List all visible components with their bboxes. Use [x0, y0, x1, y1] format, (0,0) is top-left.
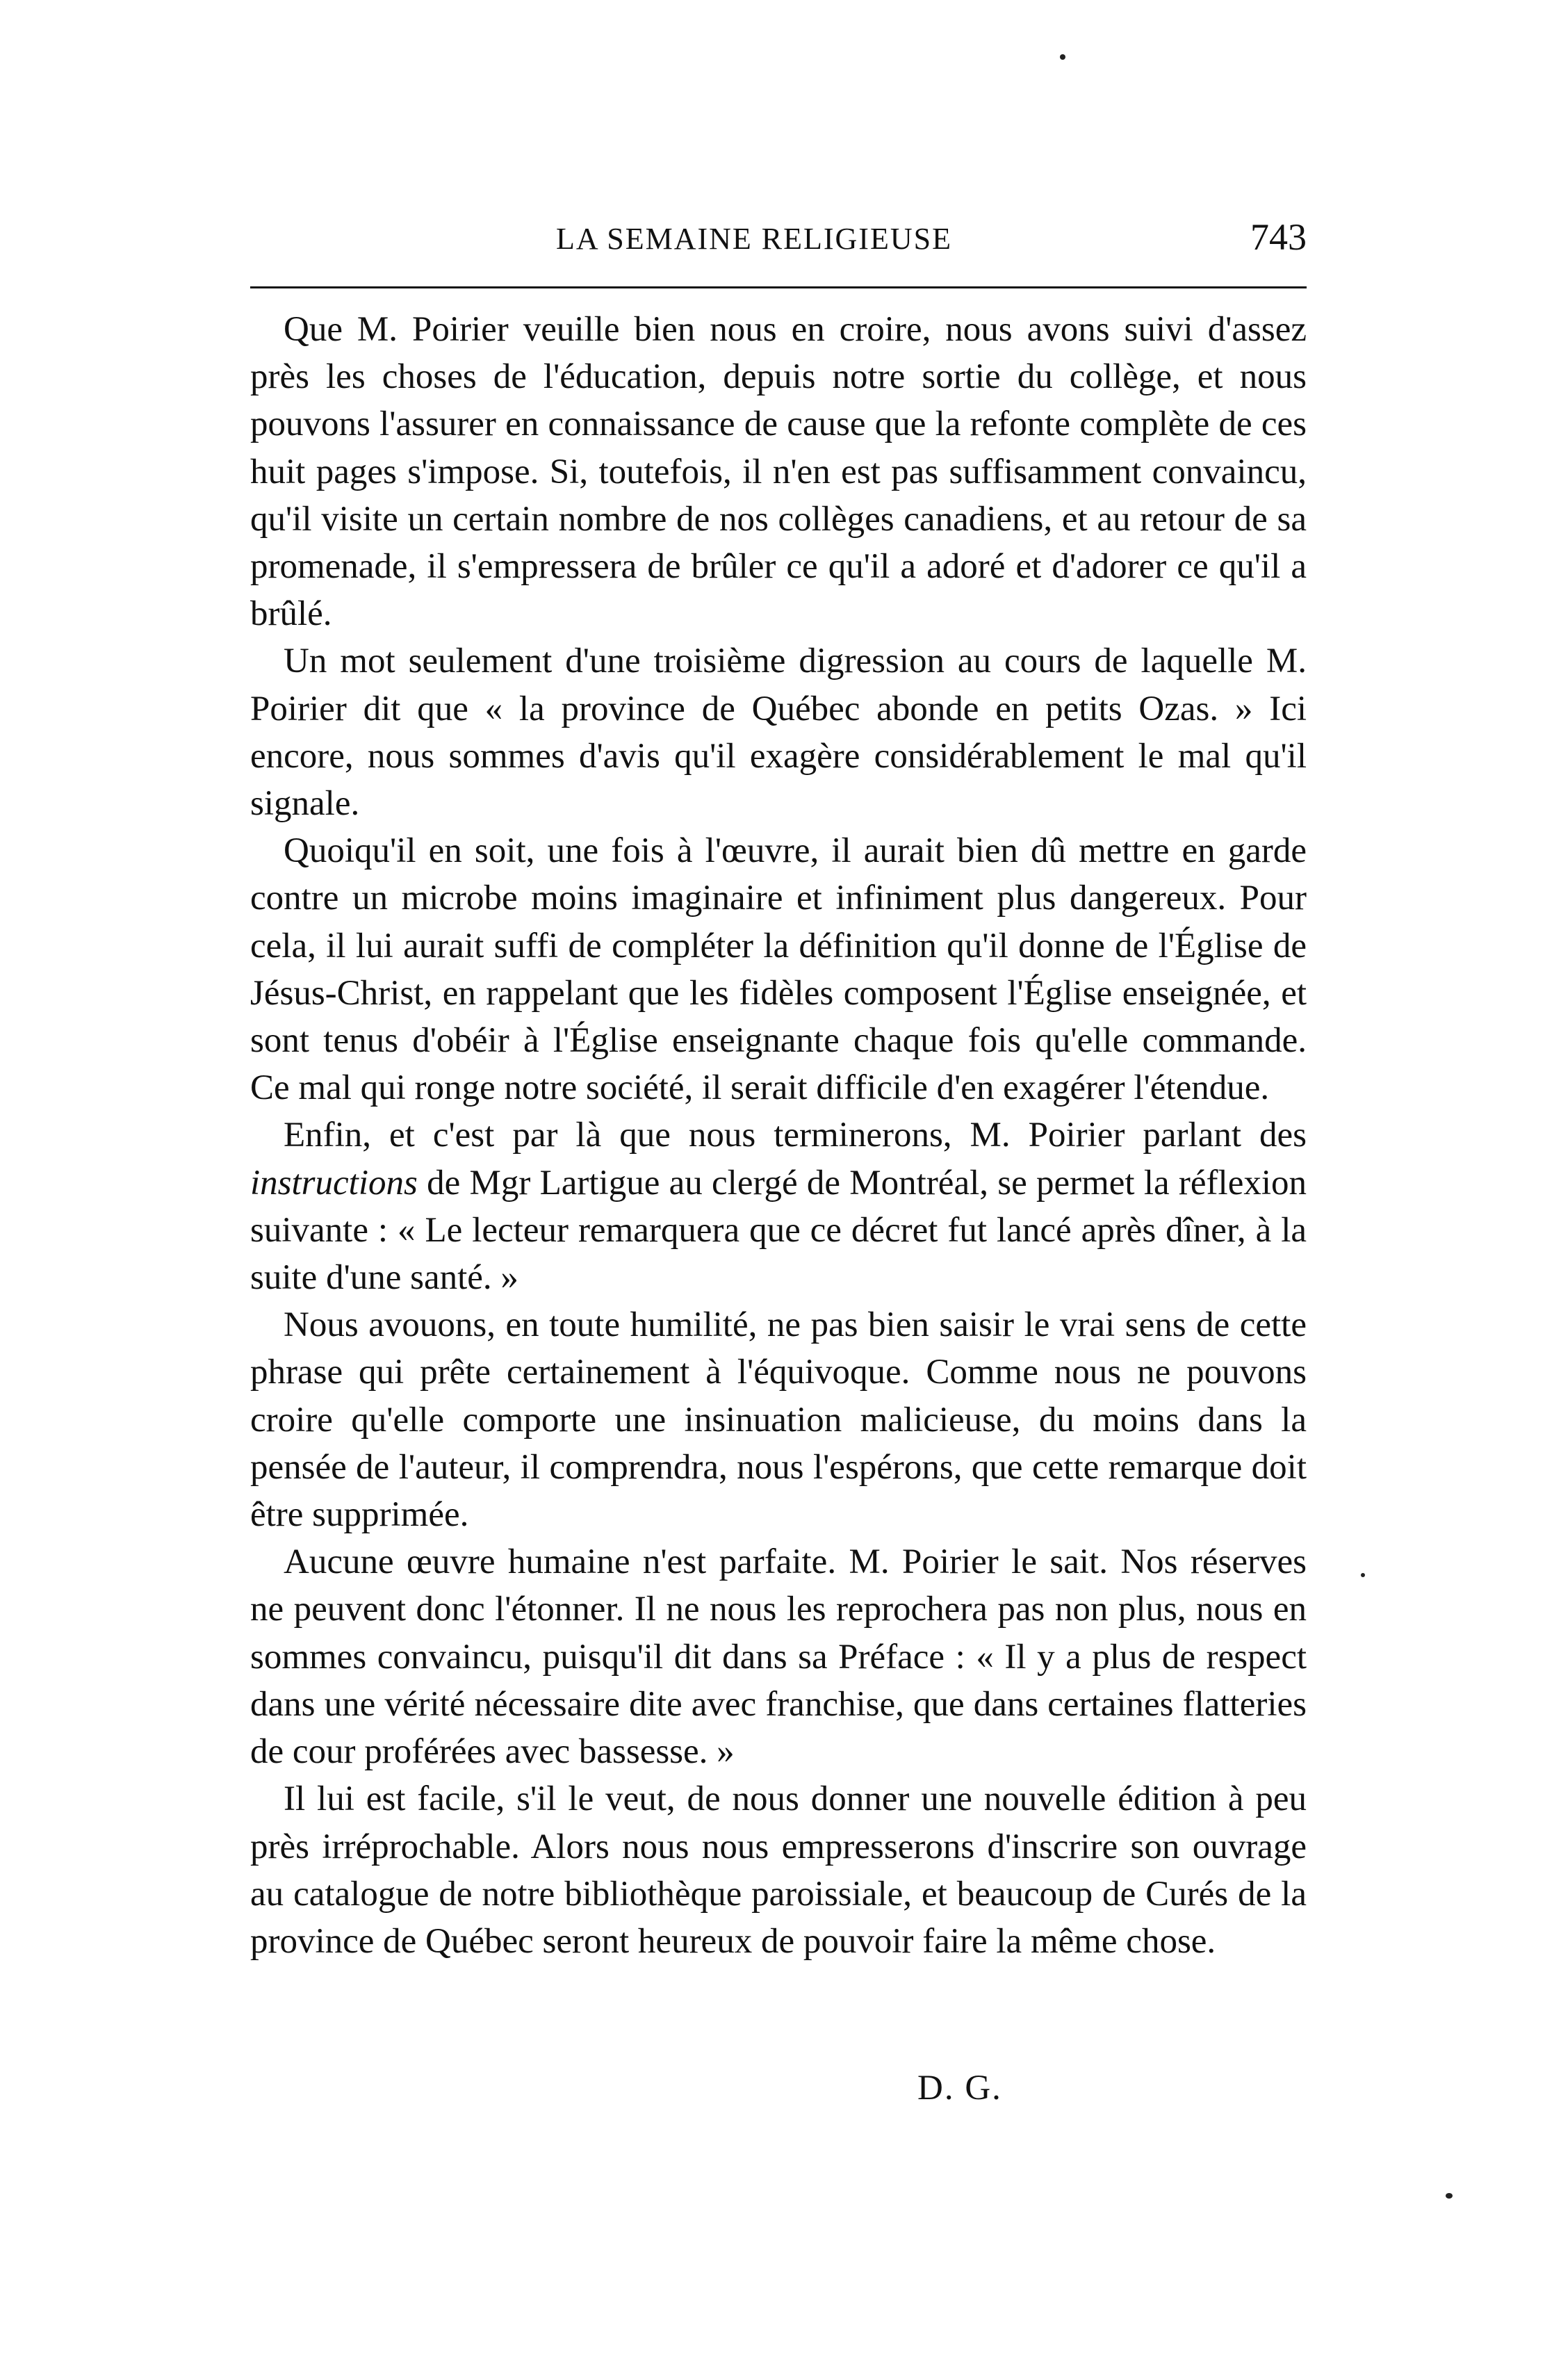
paragraph [250, 1775, 1307, 1965]
paragraph [250, 637, 1307, 827]
page-number: 743 [1250, 216, 1307, 258]
paragraph-text: de Mgr Lartigue au clergé de Montréal, se permet la réflexion suivante : « Le lecteur remarquera que ce décret fut lancé après dîner, à la suite d'une santé. » [250, 1163, 1307, 1298]
paragraph-text: Il lui est facile, s'il le veut, de nous donner une nouvelle édition à peu près irréprochable. Alors nous nous empresserons d'inscrire son ouvrage au catalogue de notre bibliothèque paroissiale, et beaucoup de Curés de la province de Québec seront heureux de pouvoir faire la même chose. [250, 1779, 1307, 1961]
scan-speck [1060, 54, 1065, 60]
paragraph [250, 1301, 1307, 1538]
paragraph-text: Que M. Poirier veuille bien nous en croire, nous avons suivi d'assez près les choses de l'éducation, depuis notre sortie du collège, et nous pouvons l'assurer en connaissance de cause que la refonte complète de ces huit pages s'impose. Si, toutefois, il n'en est pas suffisamment convaincu, qu'il visite un certain nombre de nos collèges canadiens, et au retour de sa promenade, il s'empressera de brûler ce qu'il a adoré et d'adorer ce qu'il a brûlé. [250, 310, 1307, 634]
header-rule [250, 286, 1307, 288]
paragraph-text: Quoiqu'il en soit, une fois à l'œuvre, il aurait bien dû mettre en garde contre un microbe moins imaginaire et infiniment plus dangereux. Pour cela, il lui aurait suffi de compléter la définition qu'il donne de l'Église de Jésus-Christ, en rappelant que les fidèles composent l'Église enseignée, et sont tenus d'obéir à l'Église enseignante chaque fois qu'elle commande. Ce mal qui ronge notre société, il serait difficile d'en exagérer l'étendue. [250, 831, 1307, 1108]
article-body [250, 306, 1307, 1965]
running-title: LA SEMAINE RELIGIEUSE [556, 222, 952, 256]
paragraph [250, 306, 1307, 637]
paragraph-text: Nous avouons, en toute humilité, ne pas bien saisir le vrai sens de cette phrase qui prête certainement à l'équivoque. Comme nous ne pouvons croire qu'elle comporte une insinuation malicieuse, du moins dans la pensée de l'auteur, il comprendra, nous l'espérons, que cette remarque doit être supprimée. [250, 1305, 1307, 1535]
scan-speck [1361, 1573, 1365, 1577]
signature: D. G. [917, 2069, 1002, 2108]
paragraph [250, 1538, 1307, 1775]
scan-speck [1446, 2193, 1453, 2199]
paragraph-text: Aucune œuvre humaine n'est parfaite. M. Poirier le sait. Nos réserves ne peuvent donc l'étonner. Il ne nous les reprochera pas non plus, nous en sommes convaincu, puisqu'il dit dans sa Préface : « Il y a plus de respect dans une vérité nécessaire dite avec franchise, que dans certaines flatteries de cour proférées avec bassesse. » [250, 1542, 1307, 1772]
paragraph-text: Enfin, et c'est par là que nous terminerons, M. Poirier parlant des [284, 1116, 1307, 1155]
running-head [250, 209, 1307, 264]
emphasized-word: instructions [250, 1163, 418, 1203]
paragraph [250, 827, 1307, 1111]
paragraph-text: Un mot seulement d'une troisième digression au cours de laquelle M. Poirier dit que « la province de Québec abonde en petits Ozas. » Ici encore, nous sommes d'avis qu'il exagère considérablement le mal qu'il signale. [250, 642, 1307, 824]
paragraph [250, 1111, 1307, 1301]
